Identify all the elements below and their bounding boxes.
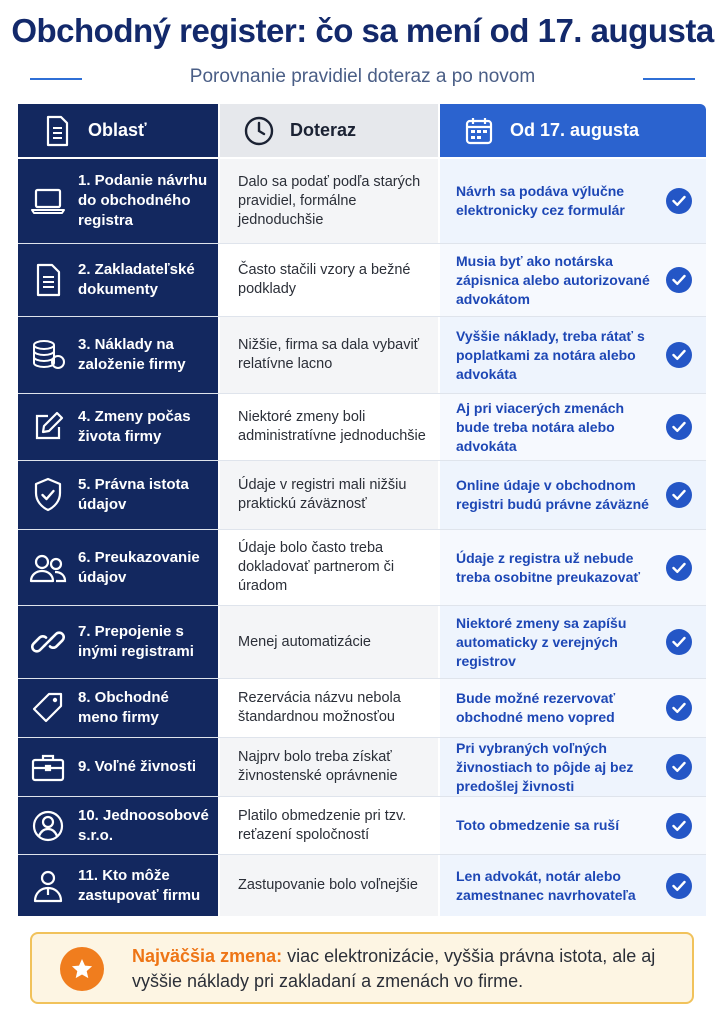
star-icon [60,947,104,991]
row-after-text: Vyššie náklady, treba rátať s poplatkami za notára alebo advokáta [456,327,645,382]
check-icon [666,342,692,368]
row-after-text: Online údaje v obchodnom registri budú právne záväzné [456,477,649,512]
users-icon [28,548,68,588]
row-label: 6. Preukazovanie údajov [78,548,200,586]
table-row [18,797,706,854]
row-label: 1. Podanie návrhu do obchodného registra [78,172,208,229]
laptop-icon [28,181,68,221]
shield-check-icon [28,475,68,515]
clock-icon [242,114,276,148]
check-icon [666,188,692,214]
check-icon [666,754,692,780]
edit-icon [28,407,68,447]
row-area-cell [18,461,218,529]
column-header-after [440,104,706,157]
table-row [18,317,706,393]
row-before-cell [220,797,438,854]
check-icon [666,267,692,293]
row-before-text: Nižšie, firma sa dala vybaviť relatívne lacno [238,337,420,372]
link-icon [28,622,68,662]
check-icon [666,873,692,899]
row-label: 8. Obchodné meno firmy [78,689,169,726]
row-after-cell [440,855,706,916]
row-before-text: Zastupovanie bolo voľnejšie [238,877,418,893]
row-before-cell [220,855,438,916]
page-subtitle: Porovnanie pravidiel doteraz a po novom [189,66,536,87]
coins-icon [28,335,68,375]
row-before-text: Rezervácia názvu nebola štandardnou možnosťou [238,690,401,725]
check-icon [666,414,692,440]
summary-banner [30,932,694,1004]
column-header-before [220,104,438,157]
person-icon [28,866,68,906]
row-label: 10. Jednoosobové s.r.o. [78,806,209,844]
row-after-cell [440,797,706,854]
row-before-cell [220,679,438,737]
row-after-text: Návrh sa podáva výlučne elektronicky cez formulár [456,183,625,218]
row-after-cell [440,159,706,243]
table-row [18,679,706,737]
row-area-cell [18,530,218,605]
divider-right [643,78,695,80]
row-before-cell [220,461,438,529]
row-area-cell [18,244,218,316]
row-label: 4. Zmeny počas života firmy [78,408,191,445]
person-circle-icon [28,806,68,846]
row-before-text: Často stačili vzory a bežné podklady [238,262,411,297]
banner-text [132,944,682,994]
tag-icon [28,688,68,728]
row-area-cell [18,855,218,916]
row-after-cell [440,244,706,316]
column-header-area [18,104,218,157]
row-before-text: Platilo obmedzenie pri tzv. reťazení spoločností [238,807,407,843]
row-after-cell [440,530,706,605]
table-row [18,394,706,460]
document-icon [40,114,74,148]
row-after-text: Toto obmedzenie sa ruší [456,817,620,833]
document-icon [28,260,68,300]
table-row [18,461,706,529]
row-after-cell [440,317,706,393]
row-before-text: Údaje v registri mali nižšiu praktickú záväznosť [238,477,407,512]
row-area-cell [18,797,218,854]
row-before-text: Údaje bolo často treba dokladovať partnerom či úradom [238,540,395,594]
row-area-cell [18,394,218,460]
row-after-cell [440,461,706,529]
row-after-cell [440,606,706,678]
row-before-cell [220,530,438,605]
table-row [18,855,706,916]
row-area-cell [18,738,218,796]
column-header-area-label: Oblasť [88,120,147,140]
table-row [18,530,706,605]
check-icon [666,629,692,655]
subtitle-block [0,64,725,92]
calendar-icon [462,114,496,148]
banner-body: viac elektronizácie, vyššia právna istota, ale aj vyššie náklady pri zakladaní a zmenách vo firme. [132,946,656,991]
row-label: 5. Právna istota údajov [78,476,189,513]
row-after-cell [440,738,706,796]
row-after-cell [440,394,706,460]
row-before-cell [220,738,438,796]
check-icon [666,555,692,581]
row-area-cell [18,606,218,678]
check-icon [666,482,692,508]
row-area-cell [18,679,218,737]
row-after-text: Musia byť ako notárska zápisnica alebo autorizované advokátom [456,252,650,307]
row-after-text: Bude možné rezervovať obchodné meno vopred [456,690,616,725]
row-before-cell [220,317,438,393]
row-before-text: Dalo sa podať podľa starých pravidiel, formálne jednoduchšie [238,173,421,228]
row-before-text: Najprv bolo treba získať živnostenské oprávnenie [238,749,398,784]
briefcase-icon [28,747,68,787]
row-after-text: Len advokát, notár alebo zamestnanec navrhovateľa [456,867,636,903]
table-row [18,244,706,316]
column-header-after-label: Od 17. augusta [510,120,640,140]
row-area-cell [18,159,218,243]
banner-highlight: Najväčšia zmena: [132,946,283,966]
row-before-text: Niektoré zmeny boli administratívne jednoduchšie [238,409,426,444]
row-after-text: Niektoré zmeny sa zapíšu automaticky z verejných registrov [456,614,627,669]
page-title: Obchodný register: čo sa mení od 17. augusta [11,12,714,49]
row-label: 9. Voľné živnosti [78,758,197,775]
row-after-text: Údaje z registra už nebude treba osobitne preukazovať [456,549,641,585]
check-icon [666,695,692,721]
row-before-cell [220,394,438,460]
table-row [18,159,706,243]
row-after-text: Pri vybraných voľných živnostiach to pôjde aj bez predošlej živnosti [456,739,634,794]
row-before-text: Menej automatizácie [238,633,371,650]
table-row [18,606,706,678]
column-header-before-label: Doteraz [290,120,357,140]
row-label: 11. Kto môže zastupovať firmu [78,866,201,904]
row-area-cell [18,317,218,393]
check-icon [666,813,692,839]
row-label: 7. Prepojenie s inými registrami [78,623,194,660]
row-before-cell [220,159,438,243]
row-label: 2. Zakladateľské dokumenty [78,261,195,298]
row-after-text: Aj pri viacerých zmenách bude treba notára alebo advokáta [456,399,625,454]
row-before-cell [220,244,438,316]
row-label: 3. Náklady na založenie firmy [78,336,186,373]
row-before-cell [220,606,438,678]
row-after-cell [440,679,706,737]
table-row [18,738,706,796]
